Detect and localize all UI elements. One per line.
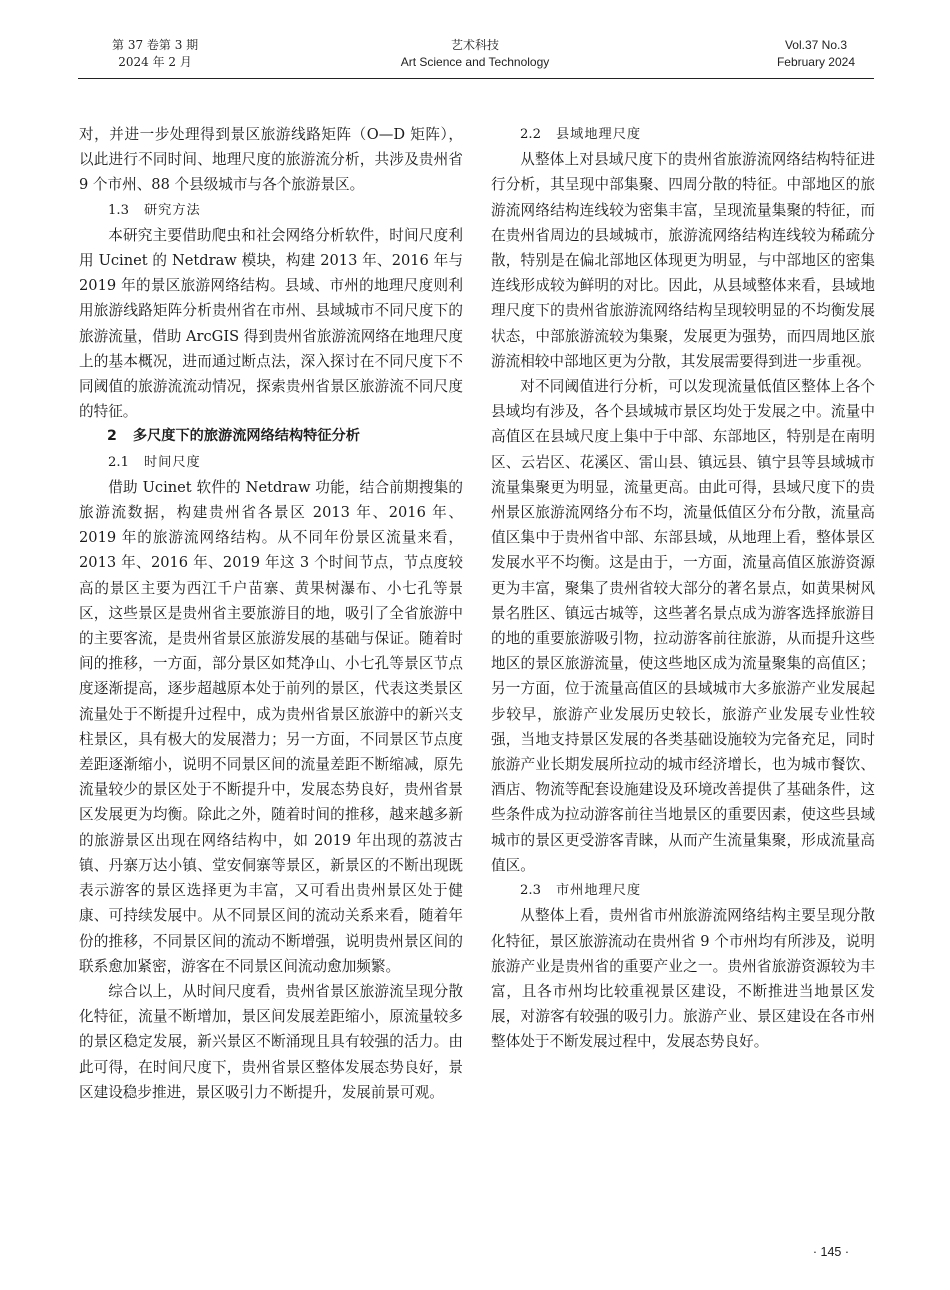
header-date: 2024 年 2 月 xyxy=(118,55,192,69)
page-number: · 145 · xyxy=(812,1245,849,1259)
subsection-number: 2.3 xyxy=(520,883,541,899)
header-title-en: Art Science and Technology xyxy=(400,55,550,69)
paragraph: 从整体上看，贵州省市州旅游流网络结构主要呈现分散化特征，景区旅游流动在贵州省 9 个市州均有所涉及，说明旅游产业是贵州省的重要产业之一。贵州省旅游资源较为丰富，且各市州均比较重视景区建设，不断推进当地景区发展，对游客有较强的吸引力。旅游产业、景区建设在各市州整体处于不断发展过程中，发展态势良好。 xyxy=(491,907,875,1051)
right-column xyxy=(491,122,875,1055)
subsection-title: 时间尺度 xyxy=(143,454,201,470)
left-column xyxy=(79,122,463,1105)
header-vol-no: Vol.37 No.3 xyxy=(784,38,847,52)
paragraph: 综合以上，从时间尺度看，贵州省景区旅游流呈现分散化特征，流量不断增加，景区间发展差距缩小，原流量较多的景区稳定发展，新兴景区不断涌现且具有较强的活力。由此可得，在时间尺度下，贵州省景区整体发展态势良好，景区建设稳步推进，景区吸引力不断提升，发展前景可观。 xyxy=(79,982,463,1101)
section-number: 2 xyxy=(107,428,117,445)
section-title: 多尺度下的旅游流网络结构特征分析 xyxy=(132,428,360,445)
subsection-title: 市州地理尺度 xyxy=(555,883,642,899)
paragraph: 借助 Ucinet 软件的 Netdraw 功能，结合前期搜集的旅游流数据，构建贵州省各景区 2013 年、2016 年、2019 年的旅游流网络结构。从不同年份景区流量来看，2013 年、2016 年、2019 年这 3 个时间节点，节点度较高的景区主要为西江千户苗寨、黄果树瀑布、小七孔等景区，这些景区是贵州省主要旅游目的地，吸引了全省旅游中的主要客流，是贵州省景区旅游发展的基础与保证。随着时间的推移，一方面，部分景区如梵净山、小七孔等景区节点度逐渐提高，逐步超越原本处于前列的景区，代表这类景区流量处于不断提升过程中，成为贵州省景区旅游中的新兴支柱景区，具有极大的发展潜力；另一方面，不同景区节点度差距逐渐缩小，说明不同景区间的流量差距不断缩减，原先流量较少的景区处于不断提升中，发展态势良好，贵州省景区发展更为均衡。除此之外，随着时间的推移，越来越多新的旅游景区出现在网络结构中，如 2019 年出现的荔波古镇、丹寨万达小镇、堂安侗寨等景区，新景区的不断出现既表示游客的景区选择更为丰富，又可看出贵州景区处于健康、可持续发展中。从不同景区间的流动关系来看，随着年份的推移，不同景区间的流动不断增强，说明贵州景区间的联系愈加紧密，游客在不同景区间流动愈加频繁。 xyxy=(79,478,463,975)
subsection-title: 研究方法 xyxy=(143,202,201,218)
header-month-year: February 2024 xyxy=(776,55,855,69)
subsection-heading-2-1 xyxy=(79,450,463,475)
subsection-heading-1-3 xyxy=(79,198,463,223)
subsection-heading-2-3 xyxy=(491,878,875,903)
header-volume-issue: 第 37 卷第 3 期 xyxy=(112,38,199,52)
subsection-heading-2-2 xyxy=(491,122,875,147)
paragraph: 对，并进一步处理得到景区旅游线路矩阵（O—D 矩阵），以此进行不同时间、地理尺度的旅游流分析，共涉及贵州省 9 个市州、88 个县级城市与各个旅游景区。 xyxy=(79,126,463,194)
subsection-title: 县域地理尺度 xyxy=(555,127,642,142)
section-heading-2 xyxy=(79,424,463,449)
subsection-number: 1.3 xyxy=(108,202,129,218)
paragraph: 从整体上对县域尺度下的贵州省旅游流网络结构特征进行分析，其呈现中部集聚、四周分散的特征。中部地区的旅游流网络结构连线较为密集丰富，呈现流量集聚的特征，而在贵州省周边的县域城市，旅游流网络结构连线较为稀疏分散，特别是在偏北部地区体现更为明显，与中部地区的密集连线形成较为鲜明的对比。因此，从县域整体来看，县域地理尺度下的贵州省旅游流网络结构呈现较明显的不均衡发展状态，中部旅游流较为集聚，发展更为强势，而四周地区旅游流相较中部地区更为分散，其发展需要得到进一步重视。 xyxy=(491,151,875,370)
header-rule xyxy=(78,78,874,79)
subsection-number: 2.1 xyxy=(108,454,129,470)
header-volume-en xyxy=(777,37,855,71)
paragraph: 对不同阈值进行分析，可以发现流量低值区整体上各个县域均有涉及，各个县域城市景区均处于发展之中。流量中高值区在县域尺度上集中于中部、东部地区，特别是在南明区、云岩区、花溪区、雷山县、镇远县、镇宁县等县域城市流量集聚更为明显，流量更高。由此可得，县域尺度下的贵州景区旅游流网络分布不均，流量低值区分布分散，流量高值区集中于贵州省中部、东部县域，从地理上看，整体景区发展水平不均衡。这是由于，一方面，流量高值区旅游资源更为丰富，聚集了贵州省较大部分的著名景点，如黄果树风景名胜区、镇远古城等，这些著名景点成为游客选择旅游目的地的重要旅游吸引物，拉动游客前往旅游，从而提升这些地区的景区旅游流量，使这些地区成为流量聚集的高值区；另一方面，位于流量高值区的县域城市大多旅游产业发展起步较早，旅游产业发展历史较长，旅游产业发展专业性较强，当地支持景区发展的各类基础设施较为完备充足，同时旅游产业长期发展所拉动的城市经济增长，也为城市餐饮、酒店、物流等配套设施建设及环境改善提供了基础条件，这些条件成为拉动游客前往当地景区的重要因素，使这些县域城市的景区更受游客青睐，从而产生流量集聚，形成流量高值区。 xyxy=(491,378,875,874)
paragraph: 本研究主要借助爬虫和社会网络分析软件，时间尺度利用 Ucinet 的 Netdraw 模块，构建 2013 年、2016 年与 2019 年的景区旅游网络结构。县域、市州的地理尺度则利用旅游线路矩阵分析贵州省在市州、县域城市不同尺度下的旅游流量，借助 ArcGIS 得到贵州省旅游流网络在地理尺度上的基本概况，进而通过断点法，深入探讨在不同尺度下不同阈值的旅游流流动情况，探索贵州省景区旅游流不同尺度的特征。 xyxy=(79,226,463,421)
header-title-cn: 艺术科技 xyxy=(450,38,499,52)
subsection-number: 2.2 xyxy=(520,127,541,142)
